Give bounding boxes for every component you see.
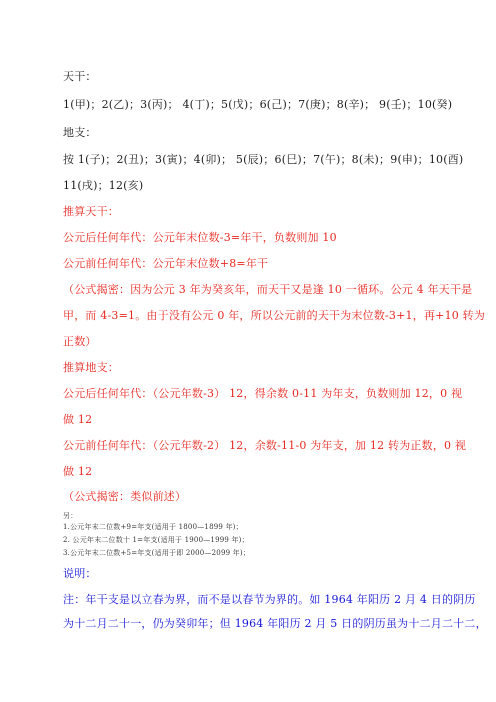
- tiangan-note-line: 正数）: [63, 335, 97, 348]
- dizhi-calc-heading: 推算地支：: [63, 361, 119, 374]
- dizhi-bc-formula: 公元前任何年代：（公元年数-2） 12，余数-11-0 为年支，加 12 转为正数，0 视: [63, 439, 467, 452]
- explanation-note-line: 注：年干支是以立春为界，而不是以春节为界的。如 1964 年阳历 2 月 4 日的阴历: [63, 593, 476, 606]
- other-title: 另：: [63, 512, 78, 520]
- dizhi-list: 按 1(子)；2(丑)；3(寅)；4(卯)； 5(辰)；6(巳)；7(午)；8(未)；9(申)；10(酉): [63, 153, 464, 166]
- other-rule-2: 2. 公元年末二位数十 1=年支(适用于 1900—1999 年)；: [63, 536, 249, 544]
- tiangan-title: 天干：: [63, 70, 97, 83]
- dizhi-note: （公式揭密：类似前述）: [63, 490, 187, 503]
- tiangan-bc-formula: 公元前任何年代：公元年末位数+8=年干: [63, 257, 269, 270]
- dizhi-bc-formula-continued: 做 12: [63, 465, 93, 478]
- dizhi-title: 地支：: [63, 126, 97, 139]
- dizhi-list-continued: 11(戌)；12(亥): [63, 179, 144, 192]
- dizhi-ad-formula: 公元后任何年代：（公元年数-3） 12，得余数 0-11 为年支，负数则加 12，0 视: [63, 387, 463, 400]
- tiangan-calc-heading: 推算天干：: [63, 205, 119, 218]
- tiangan-list: 1(甲)；2(乙)；3(丙)； 4(丁)；5(戊)；6(己)；7(庚)；8(辛)； 9(壬)；10(癸): [63, 98, 453, 111]
- explanation-note-line: 为十二月二十一，仍为癸卯年；但 1964 年阳历 2 月 5 日的阴历虽为十二月二十二，: [63, 617, 487, 630]
- tiangan-note-line: 甲，而 4-3=1。由于没有公元 0 年，所以公元前的天干为末位数-3+1，再+10 转为: [63, 309, 486, 322]
- dizhi-ad-formula-continued: 做 12: [63, 413, 93, 426]
- explanation-title: 说明：: [63, 567, 97, 580]
- tiangan-note-line: （公式揭密：因为公元 3 年为癸亥年，而天干又是逢 10 一循环。公元 4 年天干是: [63, 283, 473, 296]
- other-rule-1: 1.公元年末二位数+9=年支(适用于 1800—1899 年)；: [63, 523, 243, 531]
- other-rule-3: 3.公元年末二位数+5=年支(适用于即 2000—2099 年)；: [63, 549, 251, 557]
- tiangan-ad-formula: 公元后任何年代：公元年末位数-3=年干，负数则加 10: [63, 231, 337, 244]
